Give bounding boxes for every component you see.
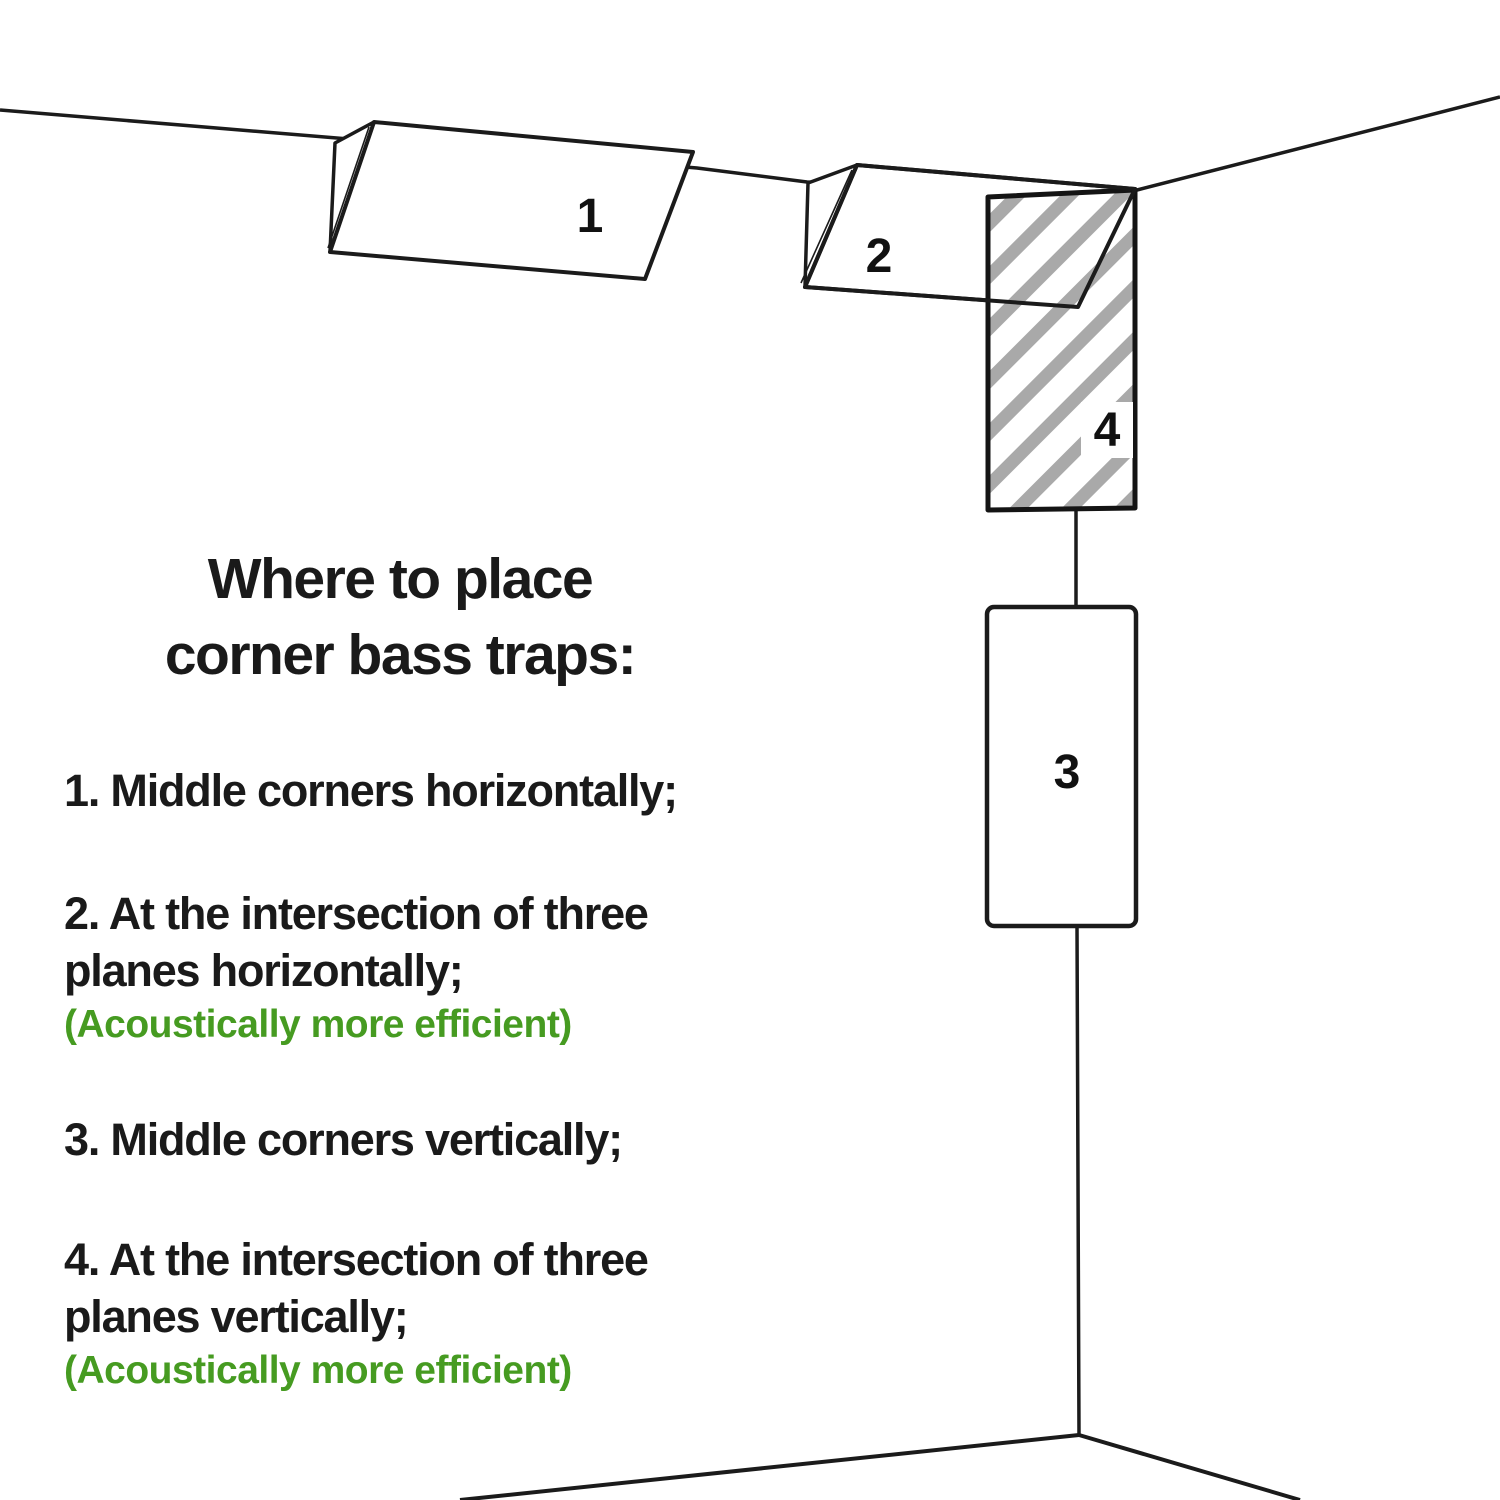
list-item-2 <box>64 885 824 1050</box>
item-2-line-1: 2. At the intersection of three <box>64 888 648 939</box>
trap-1-label: 1 <box>576 190 604 243</box>
list-item-1 <box>64 762 824 819</box>
trap-2-label: 2 <box>865 230 893 283</box>
item-2-note: (Acoustically more efficient) <box>64 1003 572 1046</box>
item-1-text: 1. Middle corners horizontally; <box>64 765 677 816</box>
floor-wall-edge-left <box>460 1435 1079 1500</box>
list-item-3 <box>64 1111 824 1168</box>
ceiling-wall-edge-right <box>1137 97 1500 190</box>
page-title <box>90 541 710 693</box>
title-line-1: Where to place <box>207 547 593 611</box>
trap-3-label: 3 <box>1053 746 1081 799</box>
bass-trap-1-face <box>330 122 693 279</box>
item-4-line-2: planes vertically; <box>64 1291 408 1342</box>
trap-4-label: 4 <box>1093 404 1121 457</box>
list-item-4 <box>64 1231 824 1396</box>
item-2-line-2: planes horizontally; <box>64 945 463 996</box>
item-3-text: 3. Middle corners vertically; <box>64 1114 622 1165</box>
item-4-line-1: 4. At the intersection of three <box>64 1234 648 1285</box>
title-line-2: corner bass traps: <box>164 623 636 687</box>
floor-wall-edge-right <box>1079 1435 1300 1500</box>
item-4-note: (Acoustically more efficient) <box>64 1349 572 1392</box>
